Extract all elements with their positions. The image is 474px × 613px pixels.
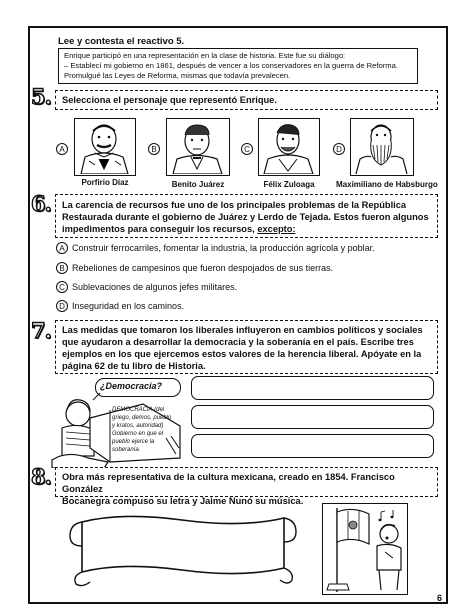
question-7-line-3: ejemplos en los que ejercemos estos valores de la herencia liberal. Apóyate en la	[62, 349, 422, 359]
question-7-prompt	[62, 324, 434, 372]
question-5-number: 5.	[31, 84, 51, 109]
portrait-caption-c: Félix Zuloaga	[263, 180, 315, 189]
q6-option-d-text: Inseguridad en los caminos.	[72, 301, 185, 311]
book-line-1: DEMOCRACIA (del	[112, 407, 165, 413]
question-8-prompt	[62, 471, 434, 507]
question-5-prompt: Selecciona el personaje que representó Enrique.	[62, 95, 277, 105]
felix-zuloaga-drawing	[259, 119, 318, 174]
flag-illustration-frame	[322, 503, 408, 595]
book-line-3: y kratos, autoridad)	[112, 423, 164, 429]
option-c-circle[interactable]: C	[241, 143, 253, 155]
option-a-circle[interactable]: A	[56, 143, 68, 155]
maximiliano-drawing	[351, 119, 412, 174]
story-line-2: – Establecí mi gobierno en 1861, después de vencer a los conservadores en la guerra de Reforma.	[64, 61, 398, 70]
question-7-number: 7.	[31, 318, 51, 343]
book-line-6: soberanía.	[112, 447, 141, 453]
book-line-5: pueblo ejerce la	[112, 439, 155, 445]
benito-juarez-drawing	[167, 119, 228, 174]
q6-option-c-circle[interactable]: C	[56, 281, 68, 293]
question-7-line-4: página 62 de tu libro de Historia.	[62, 361, 206, 371]
portrait-felix-zuloaga[interactable]	[258, 118, 320, 176]
question-8-line-2: Bocanegra compuso su letra y Jaime Nunó su música.	[62, 496, 304, 506]
portrait-maximiliano-de-habsburgo[interactable]	[350, 118, 414, 176]
story-line-1: Enrique participó en una representación en la clase de historia. Este fue su diálogo:	[64, 51, 346, 60]
book-line-4: Gobierno en que el	[112, 431, 164, 437]
question-7-prompt-box	[55, 320, 438, 374]
question-6-prompt	[62, 199, 434, 235]
flag-and-child-drawing	[323, 504, 407, 593]
story-line-3: Promulgué las Leyes de Reforma, mismas que todavía prevalecen.	[64, 71, 291, 80]
question-8-line-1: Obra más representativa de la cultura mexicana, creado en 1854. Francisco González	[62, 472, 395, 494]
question-5-prompt-box	[55, 90, 438, 110]
book-definition-text	[112, 406, 184, 454]
portrait-caption-a: Porfirio Díaz	[81, 178, 129, 187]
book-line-2: griego, demos, pueblo	[112, 415, 172, 421]
portrait-caption-d: Maximiliano de Habsburgo	[336, 180, 438, 189]
q6-option-b-circle[interactable]: B	[56, 262, 68, 274]
q6-option-b-text: Rebeliones de campesinos que fueron despojados de sus tierras.	[72, 263, 334, 273]
portrait-benito-juarez[interactable]	[166, 118, 230, 176]
story-box	[58, 48, 418, 84]
question-8-number: 8.	[31, 464, 51, 489]
speech-bubble-text: ¿Democracia?	[100, 381, 163, 391]
page-number: 6	[437, 593, 443, 603]
q6-option-a-text: Construir ferrocarriles, fomentar la industria, la producción agrícola y poblar.	[72, 243, 375, 253]
porfirio-diaz-drawing	[75, 119, 134, 174]
q6-option-d-circle[interactable]: D	[56, 300, 68, 312]
question-6-line-3	[62, 223, 434, 235]
question-6-line-1: La carencia de recursos fue uno de los principales problemas de la República	[62, 200, 407, 210]
question-6-line-3-text: impedimentos para conseguir los recursos,	[62, 224, 255, 234]
instruction-text: Lee y contesta el reactivo 5.	[58, 36, 185, 47]
q6-option-c-text: Sublevaciones de algunos jefes militares.	[72, 282, 238, 292]
question-6-line-2: Restaurada durante el gobierno de Juárez y Lerdo de Tejada. Estos fueron algunos	[62, 212, 429, 222]
portrait-caption-b: Benito Juárez	[171, 180, 225, 189]
q6-option-a-circle[interactable]: A	[56, 242, 68, 254]
portrait-porfirio-diaz[interactable]	[74, 118, 136, 176]
question-7-line-1: Las medidas que tomaron los liberales influyeron en cambios políticos y sociales	[62, 325, 423, 335]
answer-box-3[interactable]	[191, 434, 434, 458]
question-7-line-2: que ayudaron a desarrollar la democracia y la soberanía en el país. Escribe tres	[62, 337, 414, 347]
option-d-circle[interactable]: D	[333, 143, 345, 155]
question-6-number: 6.	[31, 191, 51, 216]
option-b-circle[interactable]: B	[148, 143, 160, 155]
answer-box-2[interactable]	[191, 405, 434, 429]
question-6-except: excepto:	[257, 224, 296, 234]
question-6-prompt-box	[55, 194, 438, 238]
question-8-prompt-box	[55, 467, 438, 506]
answer-box-1[interactable]	[191, 376, 434, 400]
scroll-banner-answer[interactable]	[62, 510, 302, 590]
